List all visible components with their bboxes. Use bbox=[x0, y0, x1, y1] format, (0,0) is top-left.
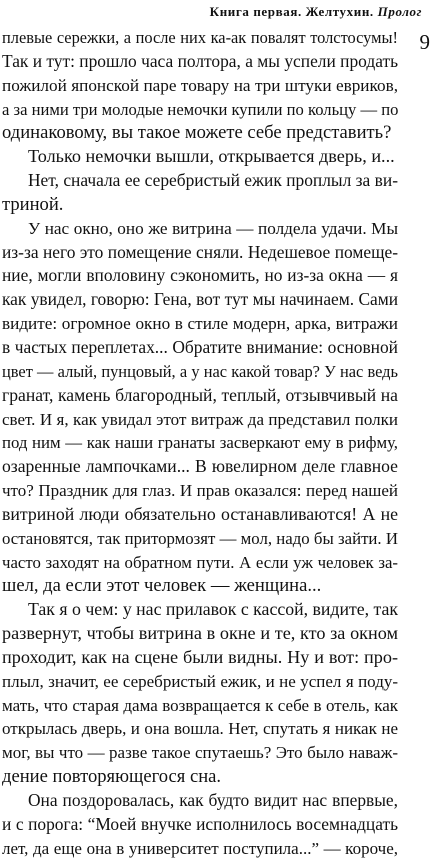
text-line: проходит, как на сцене были видны. Ну и вот: про- bbox=[2, 646, 398, 667]
running-head-chapter: Пролог bbox=[377, 4, 422, 19]
text-line: дение повторяющегося сна. bbox=[2, 766, 222, 788]
text-line: одинаковому, вы такое можете себе представить? bbox=[2, 122, 392, 144]
text-line: под ним — как наши гранаты засверкают ему в рифму, bbox=[2, 433, 398, 453]
text-line: плевые сережки, а после них ка-ак повалят толстосумы! bbox=[2, 28, 398, 47]
body-text bbox=[2, 26, 398, 861]
running-head bbox=[210, 4, 422, 20]
text-line: Только немочки вышли, открывается дверь, и... bbox=[28, 146, 395, 167]
text-line: видите: огромное окно в стиле модерн, арка, витражи bbox=[2, 314, 398, 334]
text-line: развернут, чтобы витрина в окне и те, кто за окном bbox=[2, 623, 398, 644]
text-line: и с порога: “Моей внучке исполнилось восемнадцать bbox=[2, 813, 398, 834]
text-line: Так и тут: прошло часа полтора, а мы успели продать bbox=[2, 50, 398, 71]
text-line: как увидел, говорю: Гена, вот тут мы начинаем. Сами bbox=[2, 289, 399, 310]
text-line: Она поздоровалась, как будто видит нас впервые, bbox=[28, 790, 398, 810]
text-line: а за ними три молодые немочки купили по кольцу — по bbox=[2, 99, 399, 119]
running-head-book: Книга первая. Желтухин. bbox=[209, 4, 374, 19]
text-line: цвет — алый, пунцовый, а у нас какой товар? У нас ведь bbox=[2, 361, 398, 381]
text-line: что? Праздник для глаз. И прав оказался: перед нашей bbox=[2, 481, 398, 501]
text-line: Так я о чем: у нас прилавок с кассой, видите, так bbox=[28, 599, 399, 620]
text-line: остановятся, так притормозят — мол, надо бы зайти. И bbox=[2, 528, 398, 548]
text-line: Нет, сначала ее серебристый ежик проплыл за ви- bbox=[28, 170, 398, 191]
text-line: гранат, камень благородный, теплый, отзывчивый на bbox=[2, 384, 398, 405]
text-line: часто заходят на обратном пути. А если уж человек за- bbox=[2, 552, 398, 572]
text-line: ние, могли вполовину сэкономить, но из-за окна — я bbox=[2, 265, 398, 286]
text-line: в частых переплетах... Обратите внимание: основной bbox=[2, 336, 398, 357]
text-line: витриной люди обязательно останавливаются! А не bbox=[2, 503, 398, 524]
text-line: мог, вы что — разве такое спутаешь? Это было наваж- bbox=[2, 743, 398, 763]
text-line: шел, да если этот человек — женщина... bbox=[2, 575, 322, 597]
text-line: из-за него это помещение сняли. Недешевое помеще- bbox=[2, 241, 398, 262]
text-line: пожилой японской паре товару на три штуки евриков, bbox=[2, 75, 398, 95]
text-line: плыл, значит, ее серебристый ежик, и не успел я поду- bbox=[2, 671, 398, 691]
text-line: открылась дверь, и она вошла. Нет, спутать я никак не bbox=[2, 719, 398, 739]
page-number: 9 bbox=[419, 30, 430, 54]
text-line: У нас окно, оно же витрина — полдела удачи. Мы bbox=[28, 218, 398, 238]
text-line: озаренные лампочками... В ювелирном деле главное bbox=[2, 456, 398, 477]
text-line: лет, да еще она в университет поступила...” — короче, bbox=[2, 838, 398, 858]
text-line: мать, что старая дама возвращается к себе в отель, как bbox=[2, 695, 398, 715]
text-line: свет. И я, как увидал этот витраж да представил полки bbox=[2, 409, 398, 429]
text-line: триной. bbox=[2, 193, 64, 215]
